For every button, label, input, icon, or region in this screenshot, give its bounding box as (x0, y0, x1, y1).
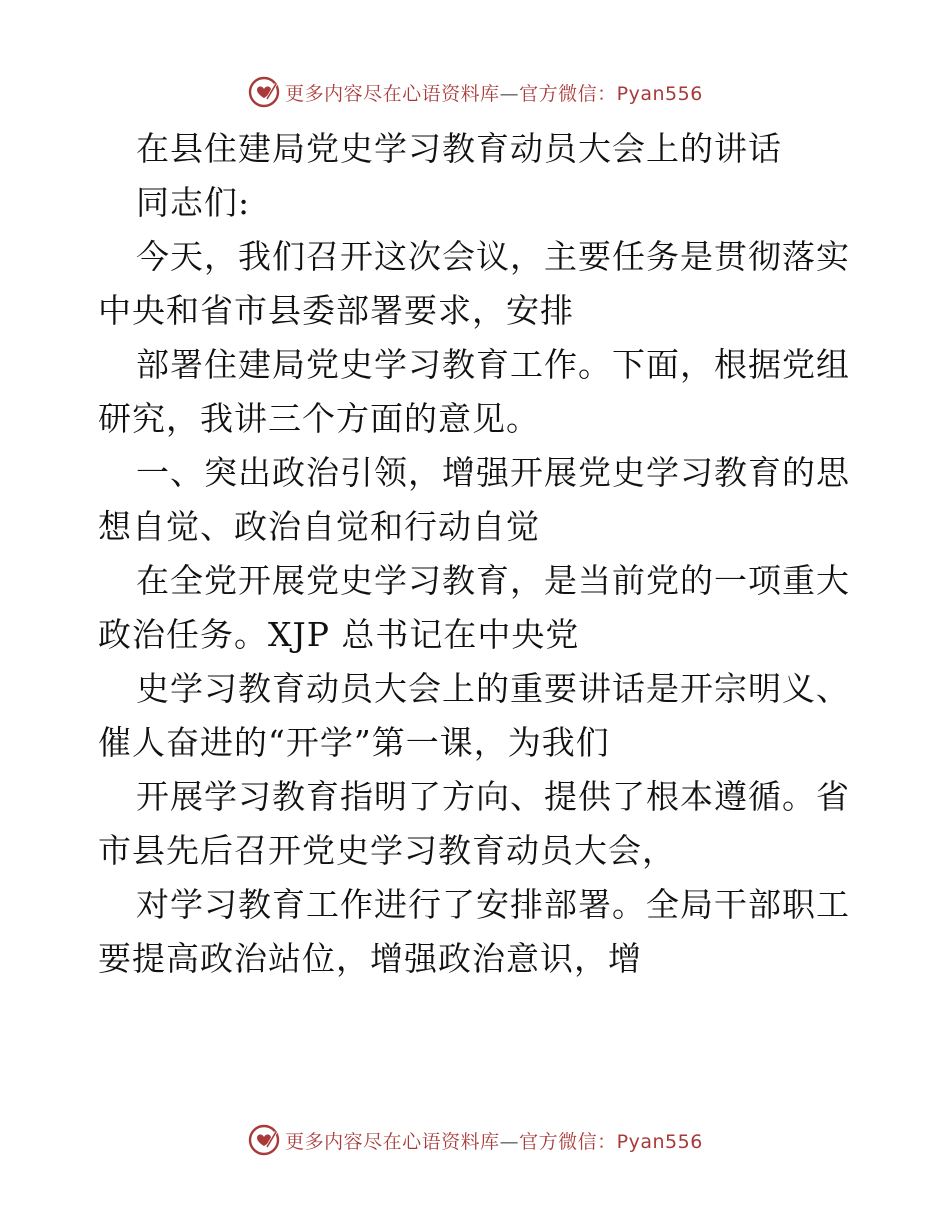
paragraph-line: 在全党开展党史学习教育，是当前党的一项重大 (136, 561, 850, 600)
paragraph-line: 中央和省市县委部署要求，安排 (98, 291, 574, 330)
watermark-main-text: 更多内容尽在心语资料库 (285, 82, 500, 105)
watermark-dash: — (499, 1130, 520, 1153)
watermark-dash: — (499, 82, 520, 105)
watermark-contact-text: 官方微信：Pyan556 (519, 1130, 703, 1153)
watermark-text (285, 1127, 703, 1154)
section-heading-line: 一、突出政治引领，增强开展党史学习教育的思 (136, 453, 850, 492)
paragraph-line: 部署住建局党史学习教育工作。下面，根据党组 (136, 345, 850, 384)
document-title: 在县住建局党史学习教育动员大会上的讲话 (136, 129, 782, 168)
paragraph-line: 史学习教育动员大会上的重要讲话是开宗明义、 (136, 669, 850, 708)
paragraph-line: 政治任务。XJP 总书记在中央党 (98, 615, 580, 654)
watermark-text (285, 79, 703, 106)
footer-watermark (0, 1120, 950, 1160)
paragraph-line: 今天，我们召开这次会议，主要任务是贯彻落实 (136, 237, 850, 276)
heart-pen-logo-icon (247, 1123, 281, 1157)
paragraph-line: 研究，我讲三个方面的意见。 (98, 399, 540, 438)
section-heading-line: 想自觉、政治自觉和行动自觉 (98, 507, 540, 546)
heart-pen-logo-icon (247, 75, 281, 109)
paragraph-line: 要提高政治站位，增强政治意识，增 (98, 939, 642, 978)
header-watermark (0, 72, 950, 112)
paragraph-line: 对学习教育工作进行了安排部署。全局干部职工 (136, 885, 850, 924)
paragraph-line: 市县先后召开党史学习教育动员大会， (98, 831, 676, 870)
watermark-main-text: 更多内容尽在心语资料库 (285, 1130, 500, 1153)
salutation: 同志们: (136, 183, 251, 222)
paragraph-line: 开展学习教育指明了方向、提供了根本遵循。省 (136, 777, 850, 816)
document-body (98, 122, 858, 986)
watermark-contact-text: 官方微信：Pyan556 (519, 82, 703, 105)
paragraph-line: 催人奋进的“开学”第一课，为我们 (98, 723, 610, 762)
